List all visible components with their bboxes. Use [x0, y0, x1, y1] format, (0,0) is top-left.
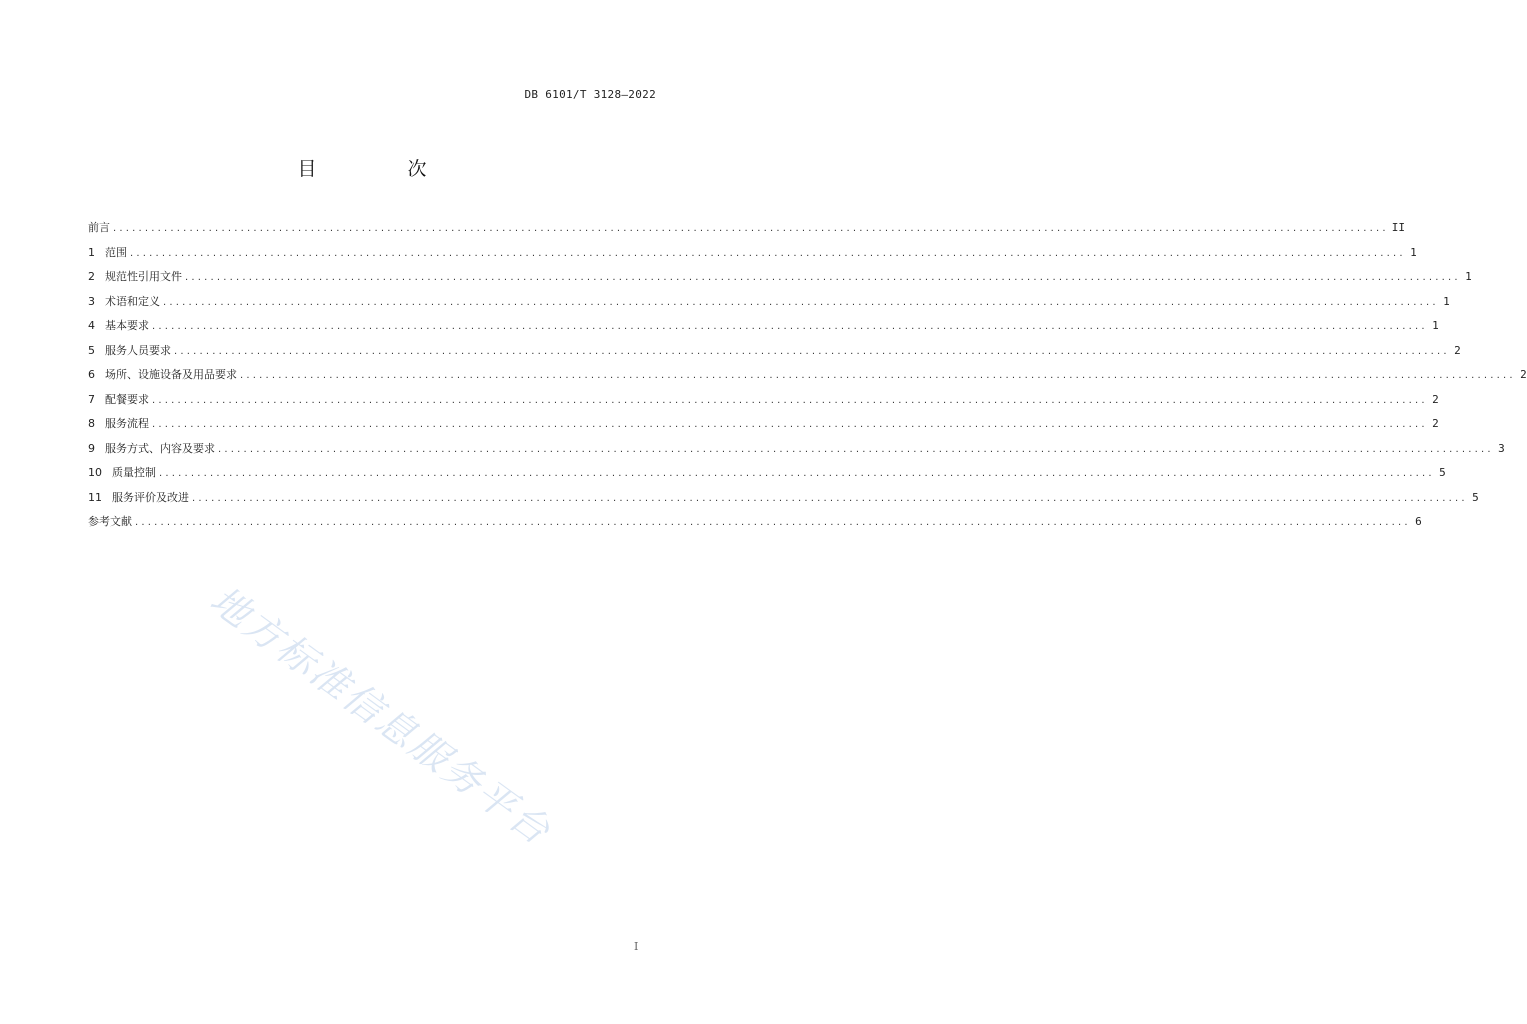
toc-entry-label: 前言: [88, 221, 110, 234]
document-code: DB 6101/T 3128—2022: [524, 88, 656, 101]
toc-entry-label: 范围: [105, 245, 127, 259]
toc-entry[interactable]: [88, 290, 1450, 315]
toc-entry-number: 10: [88, 466, 102, 479]
toc-entry[interactable]: [88, 486, 1479, 511]
toc-leader-dots: ........................................................................................................................................................................................................: [152, 419, 1428, 430]
toc-entry[interactable]: [88, 510, 1422, 535]
toc-entry[interactable]: [88, 216, 1405, 241]
toc-leader-dots: ........................................................................................................................................................................................................: [152, 321, 1428, 332]
toc-entry-number: 5: [88, 343, 95, 357]
toc-entry-number: 1: [88, 245, 95, 259]
toc-leader-dots: ........................................................................................................................................................................................................: [135, 517, 1411, 528]
watermark: 地方标准信息服务平台: [202, 577, 560, 855]
toc-entry-page: 2: [1432, 417, 1439, 430]
toc-entry-number: 9: [88, 441, 95, 455]
toc-entry-label: 服务人员要求: [105, 343, 171, 357]
toc-title: 目 次: [297, 158, 463, 180]
toc-leader-dots: ........................................................................................................................................................................................................: [174, 345, 1450, 357]
toc-entry-number: 8: [88, 417, 95, 430]
toc-leader-dots: ........................................................................................................................................................................................................: [185, 272, 1461, 283]
toc-entry-page: II: [1391, 221, 1405, 234]
toc-entry-number: 11: [88, 490, 102, 504]
toc-leader-dots: ........................................................................................................................................................................................................: [152, 394, 1428, 406]
table-of-contents: [88, 216, 1527, 535]
toc-entry-page: 2: [1520, 368, 1527, 381]
toc-leader-dots: ........................................................................................................................................................................................................: [159, 468, 1435, 479]
toc-entry[interactable]: [88, 388, 1439, 413]
toc-entry-label: 规范性引用文件: [105, 270, 182, 283]
toc-entry-label: 术语和定义: [105, 294, 160, 308]
toc-entry-page: 5: [1439, 466, 1446, 479]
toc-leader-dots: ........................................................................................................................................................................................................: [240, 370, 1516, 381]
toc-entry[interactable]: [88, 314, 1439, 339]
toc-entry[interactable]: [88, 437, 1505, 462]
toc-entry-label: 场所、设施设备及用品要求: [105, 368, 237, 381]
toc-entry-page: 2: [1454, 343, 1461, 357]
toc-entry-label: 质量控制: [112, 466, 156, 479]
toc-leader-dots: ........................................................................................................................................................................................................: [192, 492, 1468, 504]
toc-entry[interactable]: [88, 339, 1461, 364]
toc-entry[interactable]: [88, 363, 1527, 388]
toc-entry-number: 2: [88, 270, 95, 283]
toc-entry-number: 6: [88, 368, 95, 381]
toc-entry-label: 基本要求: [105, 319, 149, 332]
toc-entry[interactable]: [88, 265, 1472, 290]
toc-entry-label: 服务流程: [105, 417, 149, 430]
toc-entry-label: 配餐要求: [105, 392, 149, 406]
toc-entry-label: 服务方式、内容及要求: [105, 441, 215, 455]
toc-leader-dots: ........................................................................................................................................................................................................: [163, 296, 1439, 308]
toc-entry-page: 5: [1472, 490, 1479, 504]
toc-entry-page: 3: [1498, 441, 1505, 455]
toc-entry[interactable]: [88, 461, 1446, 486]
toc-entry-page: 2: [1432, 392, 1439, 406]
toc-entry-label: 服务评价及改进: [112, 490, 189, 504]
toc-leader-dots: ........................................................................................................................................................................................................: [130, 247, 1406, 259]
toc-entry-number: 7: [88, 392, 95, 406]
toc-entry-page: 1: [1410, 245, 1417, 259]
toc-entry[interactable]: [88, 241, 1417, 266]
toc-entry-page: 1: [1443, 294, 1450, 308]
page-number: I: [634, 940, 639, 953]
toc-entry-page: 1: [1432, 319, 1439, 332]
toc-leader-dots: ........................................................................................................................................................................................................: [113, 223, 1389, 234]
toc-entry[interactable]: [88, 412, 1439, 437]
toc-entry-number: 4: [88, 319, 95, 332]
toc-entry-label: 参考文献: [88, 515, 132, 528]
toc-entry-page: 6: [1415, 515, 1422, 528]
toc-entry-page: 1: [1465, 270, 1472, 283]
toc-leader-dots: ........................................................................................................................................................................................................: [218, 443, 1494, 455]
toc-entry-number: 3: [88, 294, 95, 308]
